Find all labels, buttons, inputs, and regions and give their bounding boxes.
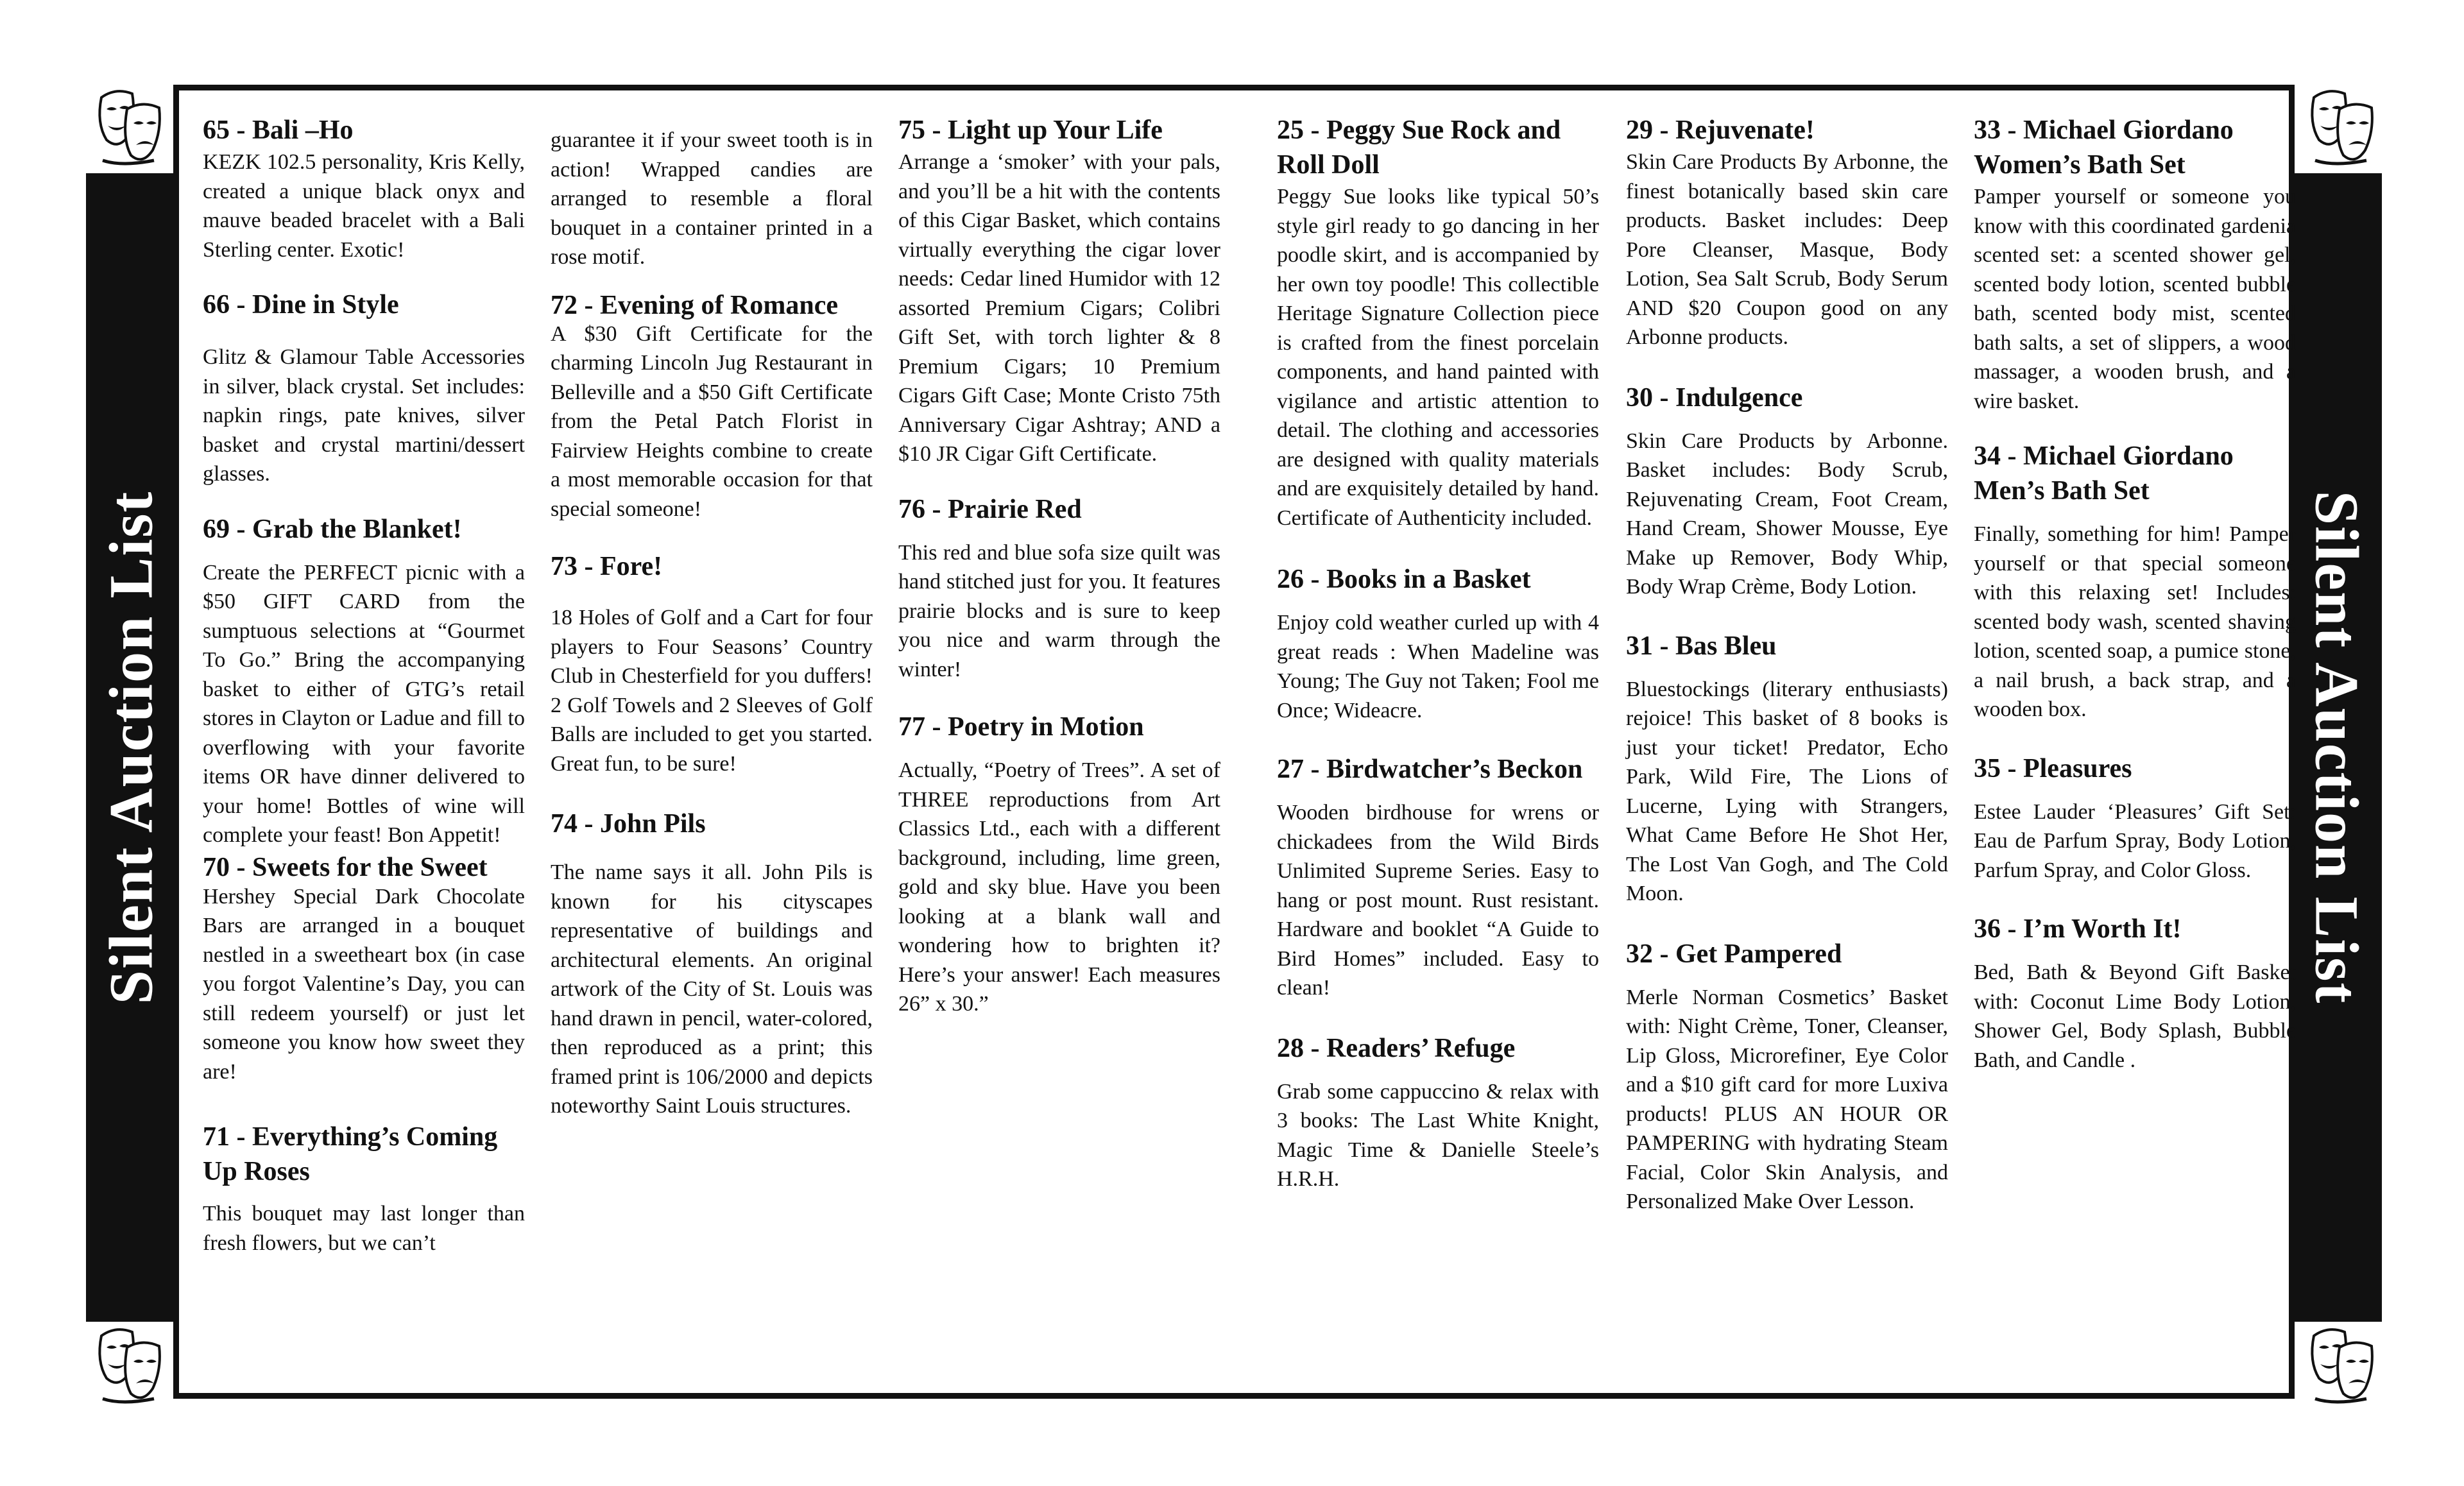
- column-5: [1626, 113, 1948, 1217]
- auction-item: [1626, 380, 1948, 602]
- item-description: Enjoy cold weather curled up with 4 great reads : When Madeline was Young; The Guy not Taken; Fool me Once; Wideacre.: [1277, 611, 1599, 722]
- item-title: 31 - Bas Bleu: [1626, 631, 1777, 661]
- item-description: Skin Care Products By Arbonne, the finest botanically based skin care products. Basket includes: Deep Pore Cleanser, Masque, Body Lotion, Sea Salt Scrub, Body Serum AND $20 Coupon good on any Arbonne products.: [1626, 150, 1948, 349]
- auction-item: [1974, 439, 2296, 724]
- item-title: 70 - Sweets for the Sweet: [203, 852, 488, 882]
- item-title: 65 - Bali –Ho: [203, 115, 354, 145]
- item-description: Arrange a ‘smoker’ with your pals, and you’ll be a hit with the contents of this Cigar Basket, which contains virtually everything the cigar lover needs: Cedar lined Humidor with 12 assorted Premium Cigars; Colibri Gift Set, with torch lighter & 8 Premium Cigars; 10 Premium Cigars Gift Case; Monte Cristo 75th Anniversary Cigar Ashtray; AND a $10 JR Cigar Gift Certificate.: [898, 150, 1220, 466]
- item-description: Glitz & Glamour Table Accessories in silver, black crystal. Set includes: napkin rings, pate knives, silver basket and crystal martini/dessert glasses.: [203, 345, 525, 486]
- item-description: This red and blue sofa size quilt was hand stitched just for you. It features prairie blocks and is sure to keep you nice and warm through the winter!: [898, 540, 1220, 681]
- item-description: KEZK 102.5 personality, Kris Kelly, created a unique black onyx and mauve beaded bracelet with a Bali Sterling center. Exotic!: [203, 150, 525, 262]
- left-side-title: Silent Auction List: [96, 490, 166, 1005]
- item-title: 76 - Prairie Red: [898, 494, 1082, 524]
- auction-item: [1277, 1031, 1599, 1194]
- column-2: [551, 113, 873, 1121]
- item-title: 75 - Light up Your Life: [898, 115, 1163, 145]
- item-description: Hershey Special Dark Chocolate Bars are arranged in a bouquet nestled in a sweetheart box (in case you forgot Valentine’s Day, you can still redeem yourself) or just let someone you know how sweet they are!: [203, 884, 525, 1084]
- item-description: Wooden birdhouse for wrens or chickadees from the Wild Birds Unlimited Supreme Series. Easy to hang or post mount. Rust resistant. Hardware and booklet “A Guide to Bird Homes” included. Easy to clean!: [1277, 801, 1599, 1000]
- auction-item: [1974, 751, 2296, 885]
- right-side-band: [2292, 173, 2382, 1322]
- column-4: [1277, 113, 1599, 1194]
- auction-item: [1277, 562, 1599, 725]
- item-title: 34 - Michael Giordano Men’s Bath Set: [1974, 441, 2234, 506]
- item-title: 26 - Books in a Basket: [1277, 565, 1531, 594]
- auction-item: [203, 1120, 525, 1258]
- auction-item: [551, 807, 873, 1121]
- item-description: Skin Care Products by Arbonne. Basket includes: Body Scrub, Rejuvenating Cream, Foot Cream, Hand Cream, Shower Mousse, Eye Make up Remover, Body Whip, Body Wrap Crème, Body Lotion.: [1626, 429, 1948, 599]
- auction-item: [1974, 113, 2296, 416]
- item-title: 66 - Dine in Style: [203, 290, 399, 320]
- column-1: [203, 113, 525, 1258]
- item-title: 71 - Everything’s Coming Up Roses: [203, 1122, 498, 1186]
- item-title: 33 - Michael Giordano Women’s Bath Set: [1974, 115, 2234, 180]
- item-description: Actually, “Poetry of Trees”. A set of THREE reproductions from Art Classics Ltd., each with a different background, including, lime green, gold and sky blue. Have you been looking at a blank wall and wondering how to brighten it? Here’s your answer! Each measures 26” x 30.”: [898, 758, 1220, 1016]
- auction-item: [1626, 629, 1948, 909]
- item-description: Pamper yourself or someone you know with this coordinated gardenia scented set: a scented shower gel, scented body lotion, scented bubble bath, scented body mist, scented bath salts, a set of slippers, a wood massager, a wooden brush, and a wire basket.: [1974, 185, 2296, 413]
- item-title: 28 - Readers’ Refuge: [1277, 1033, 1516, 1063]
- column-3: [898, 113, 1220, 1019]
- item-title: 32 - Get Pampered: [1626, 939, 1842, 969]
- item-title: 69 - Grab the Blanket!: [203, 514, 462, 544]
- item-title: 36 - I’m Worth It!: [1974, 914, 2182, 944]
- item-description: Create the PERFECT picnic with a $50 GIFT CARD from the sumptuous selections at “Gourmet To Go.” Bring the accompanying basket to either of GTG’s retail stores in Clayton or Ladue and fill to overflowing with your favorite items OR have dinner delivered to your home! Bottles of wine will complete your feast! Bon Appetit!: [203, 560, 525, 847]
- item-description: A $30 Gift Certificate for the charming Lincoln Jug Restaurant in Belleville and a $50 Gift Certificate from the Petal Patch Florist in Fairview Heights combine to create a most memorable occasion for that special someone!: [551, 321, 873, 521]
- item-description: This bouquet may last longer than fresh flowers, but we can’t: [203, 1202, 525, 1255]
- item-description: Estee Lauder ‘Pleasures’ Gift Set: Eau de Parfum Spray, Body Lotion, Parfum Spray, and Color Gloss.: [1974, 799, 2296, 882]
- auction-item: [203, 287, 525, 489]
- item-title: 74 - John Pils: [551, 809, 706, 839]
- item-description: Finally, something for him! Pamper yourself or that special someone with this relaxing set! Includes: scented body wash, scented shaving lotion, scented soap, a pumice stone, a nail brush, a back strap, and a wooden box.: [1974, 522, 2296, 721]
- item-title: 25 - Peggy Sue Rock and Roll Doll: [1277, 115, 1561, 180]
- item-description: guarantee it if your sweet tooth is in action! Wrapped candies are arranged to resemble a floral bouquet in a container printed in a rose motif.: [551, 128, 873, 269]
- auction-item: [203, 853, 525, 1087]
- auction-item: [203, 512, 525, 850]
- column-6: [1974, 113, 2296, 1075]
- auction-item: [551, 549, 873, 778]
- item-title: 29 - Rejuvenate!: [1626, 115, 1815, 145]
- item-title: 77 - Poetry in Motion: [898, 712, 1144, 742]
- right-side-title: Silent Auction List: [2302, 490, 2372, 1005]
- item-title: 72 - Evening of Romance: [551, 290, 838, 320]
- theatre-masks-icon: [90, 83, 167, 176]
- item-description: Merle Norman Cosmetics’ Basket with: Night Crème, Toner, Cleanser, Lip Gloss, Microrefiner, Eye Color and a $10 gift card for more Luxiva products! PLUS AN HOUR OR PAMPERING with hydrating Steam Facial, Color Skin Analysis, and Personalized Make Over Lesson.: [1626, 985, 1948, 1213]
- item-description: Bluestockings (literary enthusiasts) rejoice! This basket of 8 books is just your ticket! Predator, Echo Park, Wild Fire, The Lions of Lucerne, Lying with Strangers, What Came Before He Shot Her, The Lost Van Gogh, and The Cold Moon.: [1626, 677, 1948, 905]
- auction-item: [551, 291, 873, 524]
- item-description: Bed, Bath & Beyond Gift Basket with: Coconut Lime Body Lotion, Shower Gel, Body Splash, Bubble Bath, and Candle .: [1974, 961, 2296, 1072]
- item-title: 35 - Pleasures: [1974, 753, 2132, 783]
- auction-item: [203, 113, 525, 264]
- auction-item: [1277, 113, 1599, 533]
- item-title: 30 - Indulgence: [1626, 382, 1803, 413]
- auction-item: [551, 126, 873, 272]
- item-title: 73 - Fore!: [551, 552, 663, 581]
- auction-item: [1974, 912, 2296, 1075]
- theatre-masks-icon: [90, 1322, 167, 1415]
- theatre-masks-icon: [2302, 1322, 2379, 1415]
- item-description: The name says it all. John Pils is known for his cityscapes representative of buildings and architectural elements. An original artwork of the City of St. Louis was hand drawn in pencil, water-colored, then reproduced as a print; this framed print is 106/2000 and depicts noteworthy Saint Louis structures.: [551, 860, 873, 1118]
- theatre-masks-icon: [2302, 83, 2379, 176]
- auction-item: [1626, 937, 1948, 1217]
- item-description: Peggy Sue looks like typical 50’s style girl ready to go dancing in her poodle skirt, and is accompanied by her own toy poodle! This collectible Heritage Signature Collection piece is crafted from the finest porcelain components, and hand painted with vigilance and artistic attention to detail. The clothing and accessories are designed with quality materials and are exquisitely detailed by hand. Certificate of Authenticity included.: [1277, 185, 1599, 530]
- auction-item: [1277, 752, 1599, 1003]
- auction-item: [898, 113, 1220, 469]
- item-description: 18 Holes of Golf and a Cart for four players to Four Seasons’ Country Club in Chesterfield for you duffers! 2 Golf Towels and 2 Sleeves of Golf Balls are included to get you started. Great fun, to be sure!: [551, 606, 873, 776]
- left-side-band: [86, 173, 176, 1322]
- auction-item: [898, 492, 1220, 685]
- auction-item: [1626, 113, 1948, 352]
- auction-columns: [203, 113, 2296, 1371]
- item-title: 27 - Birdwatcher’s Beckon: [1277, 755, 1583, 784]
- item-description: Grab some cappuccino & relax with 3 books: The Last White Knight, Magic Time & Danielle Steele’s H.R.H.: [1277, 1079, 1599, 1191]
- auction-item: [898, 710, 1220, 1019]
